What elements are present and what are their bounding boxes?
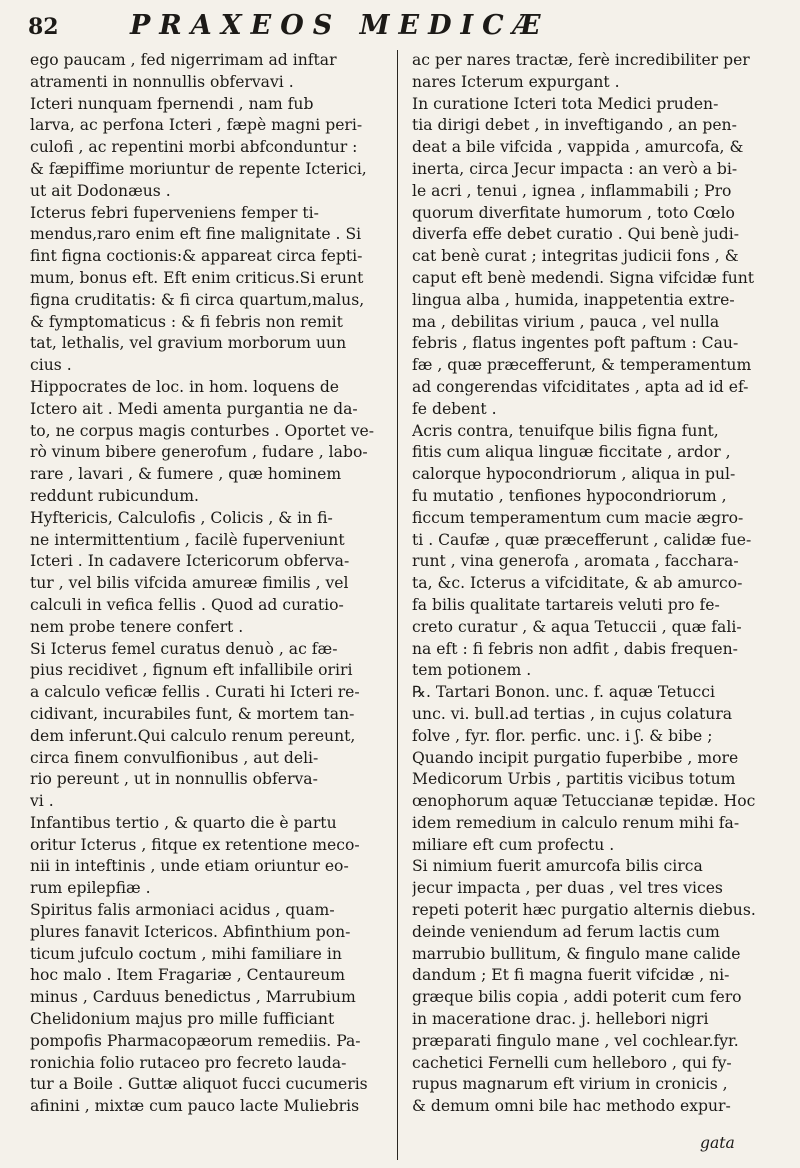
text-line: calculi in vefica fellis . Quod ad curatio- — [30, 595, 344, 614]
text-line: pius recidivet , fignum eft infallibile oriri — [30, 661, 353, 680]
text-line: a calculo veficæ fellis . Curati hi Icteri re- — [30, 683, 360, 702]
text-line: Chelidonium majus pro mille fufficiant — [30, 1010, 335, 1029]
text-line: inerta, circa Jecur impacta : an verò a bi- — [412, 159, 738, 178]
text-line: cidivant, incurabiles funt, & mortem tan- — [30, 704, 355, 723]
text-line: fa bilis qualitate tartareis veluti pro fe- — [412, 595, 720, 614]
text-line: præparati fingulo mane , vel cochlear.fyr. — [412, 1031, 739, 1050]
text-line: fint figna coctionis:& appareat circa fepti- — [30, 247, 363, 266]
text-line: ficcum temperamentum cum macie ægro- — [412, 508, 744, 527]
text-line: Spiritus falis armoniaci acidus , quam- — [30, 901, 335, 920]
text-line: plures fanavit Ictericos. Abfinthium pon- — [30, 922, 351, 941]
text-line: cachetici Fernelli cum helleboro , qui fy- — [412, 1053, 732, 1072]
text-line: ticum jufculo coctum , mihi familiare in — [30, 944, 342, 963]
text-line: fe debent . — [412, 399, 497, 418]
text-line: diverfa effe debet curatio . Qui benè judi- — [412, 225, 739, 244]
text-line: na eft : fi febris non adfit , dabis frequen- — [412, 639, 738, 658]
text-line: quorum diverfitate humorum , toto Cœlo — [412, 203, 735, 222]
text-line: & fymptomaticus : & fi febris non remit — [30, 312, 343, 331]
text-line: ℞. Tartari Bonon. unc. f. aquæ Tetucci — [412, 683, 716, 702]
right-text-column — [412, 50, 782, 1160]
left-text-column — [30, 50, 382, 1160]
text-line: mum, bonus eft. Eft enim criticus.Si erunt — [30, 268, 364, 287]
text-line: rare , lavari , & fumere , quæ hominem — [30, 465, 342, 484]
text-line: lingua alba , humida, inappetentia extre- — [412, 290, 735, 309]
text-line: reddunt rubicundum. — [30, 486, 200, 505]
text-line: figna cruditatis: & fi circa quartum,malus, — [30, 290, 365, 309]
text-line: ma , debilitas virium , pauca , vel nulla — [412, 312, 720, 331]
text-line: Acris contra, tenuifque bilis figna funt, — [412, 421, 719, 440]
text-line: Hippocrates de loc. in hom. loquens de — [30, 377, 340, 396]
text-line: fu mutatio , tenfiones hypocondriorum , — [412, 486, 727, 505]
text-line: Quando incipit purgatio fuperbibe , more — [412, 748, 739, 767]
text-line: rò vinum bibere generofum , fudare , labo- — [30, 443, 368, 462]
text-line: larva, ac perfona Icteri , fæpè magni peri- — [30, 116, 363, 135]
text-line: caput eft benè medendi. Signa vifcidæ funt — [412, 268, 755, 287]
text-line: dem inferunt.Qui calculo renum pereunt, — [30, 726, 356, 745]
text-line: le acri , tenui , ignea , inflammabili ; Pro — [412, 181, 732, 200]
text-line: folve , fyr. flor. perfic. unc. i ʃ. & bibe ; — [412, 726, 713, 745]
text-line: miliare eft cum profectu . — [412, 835, 615, 854]
text-line: ego paucam , fed nigerrimam ad inftar — [30, 51, 337, 69]
text-line: Icterus febri fuperveniens femper ti- — [30, 203, 319, 222]
text-line: oritur Icterus , fitque ex retentione meco- — [30, 835, 360, 854]
running-title: PRAXEOS MEDICÆ — [130, 10, 550, 41]
text-line: rum epilepfiæ . — [30, 879, 151, 898]
text-line: ta, &c. Icterus a vifciditate, & ab amurco- — [412, 574, 743, 593]
text-line: Si nimium fuerit amurcofa bilis circa — [412, 857, 703, 876]
text-line: marrubio bullitum, & fingulo mane calide — [412, 944, 741, 963]
text-line: rupus magnarum eft virium in cronicis , — [412, 1075, 728, 1094]
text-line: œnophorum aquæ Tetuccianæ tepidæ. Hoc — [412, 792, 756, 811]
text-line: & demum omni bile hac methodo expur- — [412, 1097, 731, 1116]
text-line: dandum ; Et fi magna fuerit vifcidæ , ni- — [412, 966, 730, 985]
text-line: tur , vel bilis vifcida amureæ fimilis , vel — [30, 574, 349, 593]
text-line: ac per nares tractæ, ferè incredibiliter per — [412, 51, 750, 69]
text-line: Infantibus tertio , & quarto die è partu — [30, 813, 337, 832]
text-line: Hyftericis, Calculofis , Colicis , & in fi- — [30, 508, 333, 527]
text-line: fitis cum aliqua linguæ ficcitate , ardor , — [412, 443, 731, 462]
text-line: nem probe tenere confert . — [30, 617, 244, 636]
text-line: Medicorum Urbis , partitis vicibus totum — [412, 770, 736, 789]
text-line: In curatione Icteri tota Medici pruden- — [412, 94, 719, 113]
text-line: deat a bile vifcida , vappida , amurcofa, & — [412, 138, 744, 157]
text-line: & fæpiffime moriuntur de repente Icterici, — [30, 159, 367, 178]
text-line: to, ne corpus magis conturbes . Oportet ve- — [30, 421, 375, 440]
text-line: creto curatur , & aqua Tetuccii , quæ fali- — [412, 617, 742, 636]
column-divider — [397, 50, 398, 1160]
text-line: Icteri . In cadavere Ictericorum obferva- — [30, 552, 350, 571]
text-line: Ictero ait . Medi amenta purgantia ne da- — [30, 399, 358, 418]
text-line: fæ , quæ præcefferunt, & temperamentum — [412, 356, 752, 375]
text-line: Si Icterus femel curatus denuò , ac fæ- — [30, 639, 338, 658]
text-line: idem remedium in calculo renum mihi fa- — [412, 813, 740, 832]
text-line: ne intermittentium , facilè fuperveniunt — [30, 530, 345, 549]
text-line: cius . — [30, 356, 72, 375]
text-line: græque bilis copia , addi poterit cum fero — [412, 988, 742, 1007]
text-line: mendus,raro enim eft fine malignitate . Si — [30, 225, 362, 244]
text-line: tia dirigi debet , in inveftigando , an pen- — [412, 116, 737, 135]
text-line: nii in inteftinis , unde etiam oriuntur eo- — [30, 857, 349, 876]
text-line: calorque hypocondriorum , aliqua in pul- — [412, 465, 736, 484]
text-line: minus , Carduus benedictus , Marrubium — [30, 988, 356, 1007]
text-line: atramenti in nonnullis obfervavi . — [30, 72, 294, 91]
text-line: ronichia folio rutaceo pro fecreto lauda- — [30, 1053, 347, 1072]
text-line: febris , flatus ingentes poft paftum : Cau- — [412, 334, 739, 353]
text-line: circa finem convulfionibus , aut deli- — [30, 748, 319, 767]
text-line: culofi , ac repentini morbi abfconduntur : — [30, 138, 358, 157]
text-line: hoc malo . Item Fragariæ , Centaureum — [30, 966, 345, 985]
text-line: runt , vina generofa , aromata , facchara- — [412, 552, 739, 571]
catchword: gata — [700, 1134, 735, 1152]
text-line: ad congerendas vifciditates , apta ad id ef- — [412, 377, 749, 396]
page-header — [20, 8, 790, 48]
text-line: pompofis Pharmacopæorum remediis. Pa- — [30, 1031, 361, 1050]
text-line: tat, lethalis, vel gravium morborum uun — [30, 334, 347, 353]
text-line: in maceratione drac. j. hellebori nigri — [412, 1010, 709, 1029]
text-line: afinini , mixtæ cum pauco lacte Muliebris — [30, 1097, 360, 1116]
page-number: 82 — [28, 14, 59, 40]
text-line: jecur impacta , per duas , vel tres vices — [412, 879, 723, 898]
text-line: vi . — [30, 792, 54, 811]
text-line: repeti poterit hæc purgatio alternis diebus. — [412, 901, 756, 920]
text-line: cat benè curat ; integritas judicii fons , & — [412, 247, 739, 266]
text-line: rio pereunt , ut in nonnullis obferva- — [30, 770, 318, 789]
text-line: deinde veniendum ad ferum lactis cum — [412, 922, 720, 941]
text-line: ut ait Dodonæus . — [30, 181, 171, 200]
text-line: ti . Caufæ , quæ præcefferunt , calidæ fue- — [412, 530, 752, 549]
text-line: Icteri nunquam fpernendi , nam fub — [30, 94, 314, 113]
text-line: tem potionem . — [412, 661, 532, 680]
text-line: nares Icterum expurgant . — [412, 72, 620, 91]
text-line: unc. vi. bull.ad tertias , in cujus colatura — [412, 704, 733, 723]
text-line: tur a Boile . Guttæ aliquot fucci cucumeris — [30, 1075, 368, 1094]
